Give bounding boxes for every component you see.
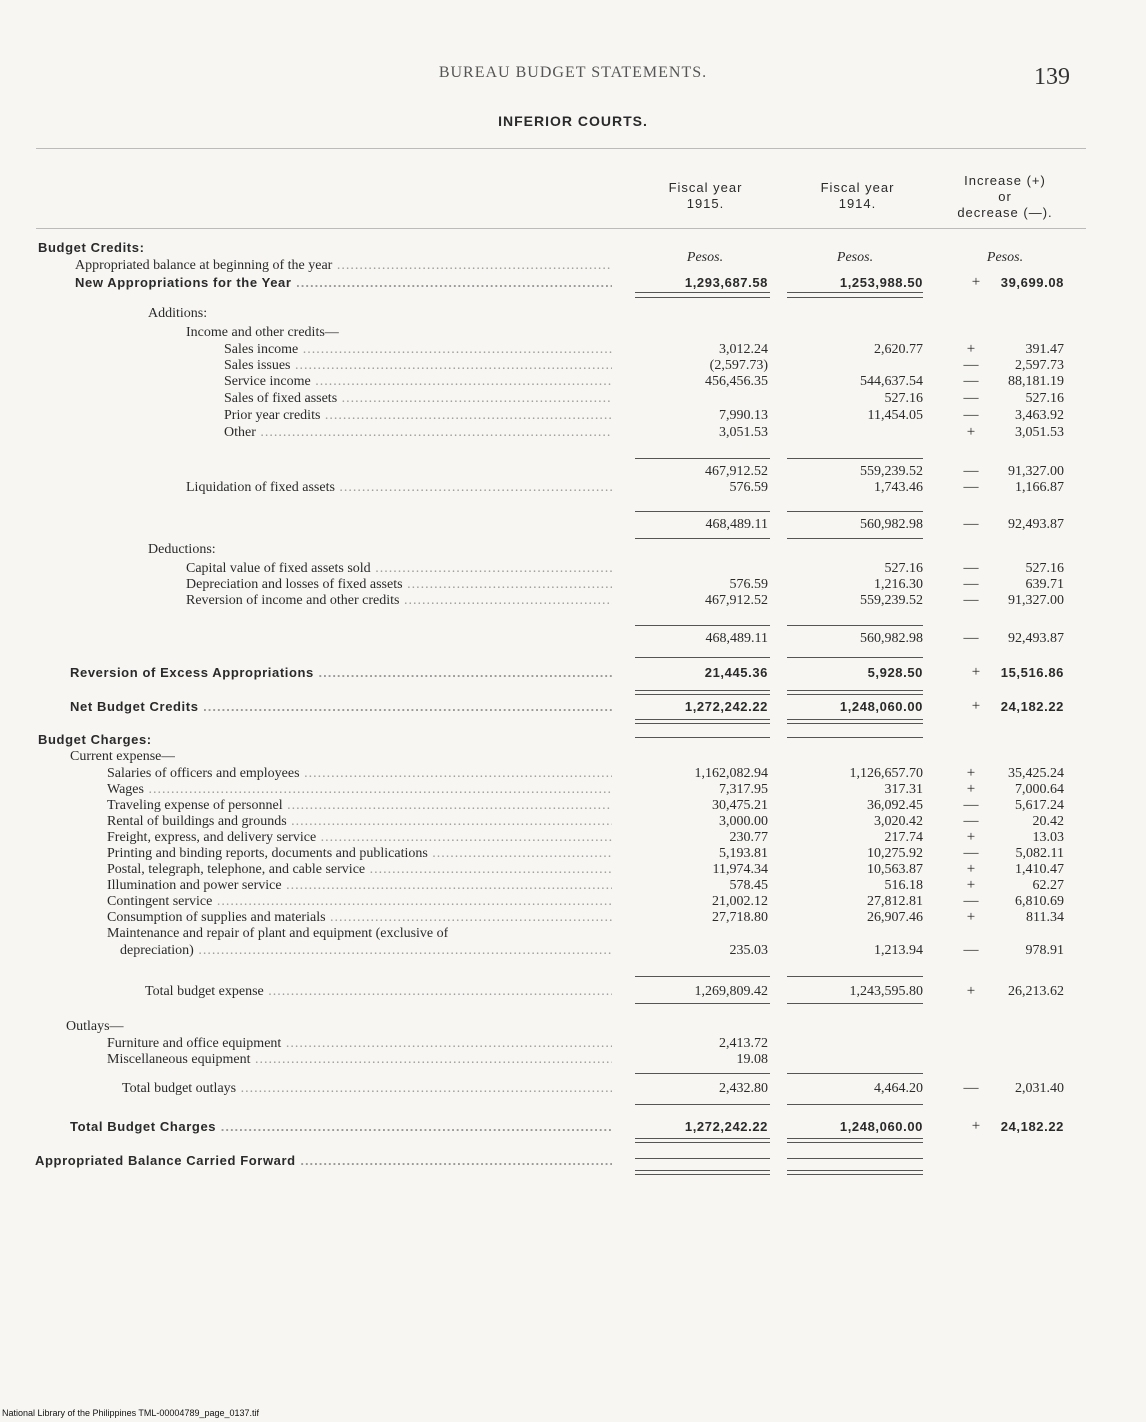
row-label: Depreciation and losses of fixed assets .....: [186, 577, 612, 592]
total-rule: [787, 625, 923, 626]
change-sign: —: [963, 797, 979, 813]
value-1915: 1,269,809.42: [694, 984, 768, 999]
value-1914: 559,239.52: [860, 464, 923, 479]
value-1915: 19.08: [736, 1052, 768, 1067]
value-change: 978.91: [1025, 943, 1064, 958]
value-1915: 2,413.72: [719, 1036, 768, 1051]
value-1914: 544,637.54: [860, 374, 923, 389]
header-rule: [36, 228, 1086, 229]
total-rule: [635, 1073, 770, 1074]
total-rule: [787, 737, 923, 738]
row-label: Budget Credits:: [38, 240, 145, 255]
value-1914: 217.74: [884, 830, 923, 845]
row-label: Budget Charges:: [38, 732, 152, 747]
value-1915: 3,051.53: [719, 425, 768, 440]
total-rule: [635, 538, 770, 539]
row-label: Illumination and power service .....: [107, 878, 612, 893]
total-rule: [787, 690, 923, 691]
total-rule: [635, 458, 770, 459]
change-sign: —: [963, 390, 979, 406]
value-1915: 468,489.11: [705, 517, 768, 532]
value-1914: 527.16: [884, 391, 923, 406]
value-1914: 1,126,657.70: [849, 766, 923, 781]
value-1915: 7,990.13: [719, 408, 768, 423]
value-1914: 3,020.42: [874, 814, 923, 829]
change-sign: —: [963, 516, 979, 532]
value-1915: 467,912.52: [705, 593, 768, 608]
row-label: Furniture and office equipment .....: [107, 1036, 612, 1051]
total-rule: [787, 458, 923, 459]
row-label: Other .....: [224, 425, 612, 440]
change-sign: —: [963, 373, 979, 389]
value-1914: 559,239.52: [860, 593, 923, 608]
value-change: 7,000.64: [1015, 782, 1064, 797]
value-1915: 468,489.11: [705, 631, 768, 646]
change-sign: —: [963, 942, 979, 958]
value-1915: 3,012.24: [719, 342, 768, 357]
value-1914: 1,743.46: [874, 480, 923, 495]
row-label: Contingent service .....: [107, 894, 612, 909]
value-change: 62.27: [1032, 878, 1064, 893]
total-rule: [635, 1158, 770, 1159]
total-rule: [787, 694, 923, 695]
total-rule: [635, 657, 770, 658]
value-1914: 527.16: [884, 561, 923, 576]
value-1915: 3,000.00: [719, 814, 768, 829]
change-sign: +: [966, 983, 976, 999]
total-rule: [635, 297, 770, 298]
value-change: 811.34: [1026, 910, 1064, 925]
change-sign: —: [963, 1080, 979, 1096]
value-change: 1,166.87: [1015, 480, 1064, 495]
total-rule: [635, 690, 770, 691]
value-1914: 516.18: [884, 878, 923, 893]
change-sign: +: [966, 781, 976, 797]
value-1914: 27,812.81: [867, 894, 923, 909]
value-1914: 560,982.98: [860, 631, 923, 646]
row-label: Outlays—: [66, 1019, 124, 1034]
change-sign: +: [971, 664, 981, 680]
change-sign: —: [963, 407, 979, 423]
value-change: 639.71: [1025, 577, 1064, 592]
change-sign: +: [966, 765, 976, 781]
unit-label: Pesos.: [986, 250, 1024, 265]
value-1914: 1,248,060.00: [839, 699, 923, 714]
change-sign: —: [963, 560, 979, 576]
change-sign: +: [966, 861, 976, 877]
value-change: 92,493.87: [1008, 631, 1064, 646]
change-sign: +: [971, 698, 981, 714]
row-label: Consumption of supplies and materials .....: [107, 910, 612, 925]
value-1914: 2,620.77: [874, 342, 923, 357]
value-1915: 1,162,082.94: [694, 766, 768, 781]
row-label: Capital value of fixed assets sold .....: [186, 561, 612, 576]
total-rule: [787, 657, 923, 658]
value-1915: 30,475.21: [712, 798, 768, 813]
change-sign: —: [963, 630, 979, 646]
row-label: Wages .....: [107, 782, 612, 797]
value-change: 3,051.53: [1015, 425, 1064, 440]
value-1915: 2,432.80: [719, 1081, 768, 1096]
change-sign: +: [966, 341, 976, 357]
total-rule: [787, 538, 923, 539]
row-label: Rental of buildings and grounds .....: [107, 814, 612, 829]
change-sign: +: [966, 424, 976, 440]
row-label: Sales of fixed assets .....: [224, 391, 612, 406]
value-change: 6,810.69: [1015, 894, 1064, 909]
value-1915: 7,317.95: [719, 782, 768, 797]
value-change: 2,597.73: [1015, 358, 1064, 373]
total-rule: [635, 1142, 770, 1143]
value-1915: (2,597.73): [709, 358, 768, 373]
row-label: Printing and binding reports, documents and publications .....: [107, 846, 612, 861]
value-change: 20.42: [1032, 814, 1064, 829]
value-change: 527.16: [1025, 391, 1064, 406]
total-rule: [787, 719, 923, 720]
value-1915: 1,293,687.58: [684, 275, 768, 290]
total-rule: [635, 723, 770, 724]
total-rule: [635, 694, 770, 695]
row-label: Postal, telegraph, telephone, and cable service .....: [107, 862, 612, 877]
running-title: BUREAU BUDGET STATEMENTS.: [438, 64, 708, 81]
change-sign: +: [966, 909, 976, 925]
value-1914: 5,928.50: [867, 665, 923, 680]
total-rule: [635, 511, 770, 512]
value-change: 2,031.40: [1015, 1081, 1064, 1096]
value-1914: 1,213.94: [874, 943, 923, 958]
row-label: New Appropriations for the Year .....: [75, 275, 612, 290]
total-rule: [635, 1003, 770, 1004]
row-label: Current expense—: [70, 749, 176, 764]
value-1914: 1,243,595.80: [849, 984, 923, 999]
change-sign: +: [971, 274, 981, 290]
row-label: depreciation) .....: [120, 943, 612, 958]
value-1915: 27,718.80: [712, 910, 768, 925]
value-change: 26,213.62: [1008, 984, 1064, 999]
total-rule: [635, 719, 770, 720]
value-1914: 36,092.45: [867, 798, 923, 813]
value-1914: 4,464.20: [874, 1081, 923, 1096]
row-label: Deductions:: [148, 542, 216, 557]
value-change: 24,182.22: [1000, 1119, 1064, 1134]
total-rule: [787, 1104, 923, 1105]
value-1915: 576.59: [729, 480, 768, 495]
section-title: INFERIOR COURTS.: [498, 113, 648, 129]
value-1915: 456,456.35: [705, 374, 768, 389]
row-label: Total budget outlays .....: [122, 1081, 612, 1096]
column-header-1915: Fiscal year 1915.: [668, 180, 743, 211]
value-change: 24,182.22: [1000, 699, 1064, 714]
change-sign: —: [963, 576, 979, 592]
total-rule: [635, 976, 770, 977]
value-1915: 5,193.81: [719, 846, 768, 861]
value-1915: 235.03: [729, 943, 768, 958]
row-label: Reversion of Excess Appropriations .....: [70, 665, 612, 680]
row-label: Income and other credits—: [186, 325, 339, 340]
total-rule: [787, 1142, 923, 1143]
change-sign: —: [963, 357, 979, 373]
total-rule: [635, 292, 770, 293]
value-change: 88,181.19: [1008, 374, 1064, 389]
total-rule: [635, 737, 770, 738]
total-rule: [787, 1170, 923, 1171]
unit-label: Pesos.: [686, 250, 724, 265]
value-1914: 10,563.87: [867, 862, 923, 877]
row-label: Traveling expense of personnel .....: [107, 798, 612, 813]
value-change: 39,699.08: [1000, 275, 1064, 290]
total-rule: [635, 625, 770, 626]
total-rule: [787, 297, 923, 298]
value-1914: 1,216.30: [874, 577, 923, 592]
row-label: Maintenance and repair of plant and equipment (exclusive of: [107, 926, 449, 941]
value-change: 91,327.00: [1008, 593, 1064, 608]
total-rule: [787, 723, 923, 724]
row-label: Freight, express, and delivery service .....: [107, 830, 612, 845]
value-1915: 576.59: [729, 577, 768, 592]
value-1914: 10,275.92: [867, 846, 923, 861]
total-rule: [787, 1158, 923, 1159]
row-label: Appropriated balance at beginning of the year .....: [75, 258, 612, 273]
value-1915: 467,912.52: [705, 464, 768, 479]
change-sign: +: [966, 829, 976, 845]
change-sign: —: [963, 592, 979, 608]
total-rule: [787, 1138, 923, 1139]
change-sign: —: [963, 845, 979, 861]
total-rule: [787, 1174, 923, 1175]
value-1914: 1,253,988.50: [839, 275, 923, 290]
total-rule: [787, 292, 923, 293]
value-1914: 1,248,060.00: [839, 1119, 923, 1134]
value-1915: 1,272,242.22: [684, 1119, 768, 1134]
row-label: Reversion of income and other credits .....: [186, 593, 612, 608]
total-rule: [787, 1003, 923, 1004]
value-1915: 21,002.12: [712, 894, 768, 909]
total-rule: [635, 1174, 770, 1175]
change-sign: —: [963, 479, 979, 495]
row-label: Miscellaneous equipment .....: [107, 1052, 612, 1067]
value-change: 15,516.86: [1000, 665, 1064, 680]
row-label: Total Budget Charges .....: [70, 1119, 612, 1134]
value-1915: 11,974.34: [712, 862, 768, 877]
source-note: National Library of the Philippines TML-00004789_page_0137.tif: [2, 1408, 260, 1418]
row-label: Service income .....: [224, 374, 612, 389]
value-1914: 11,454.05: [867, 408, 923, 423]
row-label: Salaries of officers and employees .....: [107, 766, 612, 781]
value-1915: 1,272,242.22: [684, 699, 768, 714]
column-header-change: Increase (+) or decrease (—).: [957, 173, 1053, 220]
change-sign: —: [963, 893, 979, 909]
row-label: Prior year credits .....: [224, 408, 612, 423]
total-rule: [635, 1170, 770, 1171]
row-label: Liquidation of fixed assets .....: [186, 480, 612, 495]
value-change: 35,425.24: [1008, 766, 1064, 781]
total-rule: [635, 1104, 770, 1105]
total-rule: [635, 1138, 770, 1139]
value-change: 5,617.24: [1015, 798, 1064, 813]
change-sign: —: [963, 813, 979, 829]
value-change: 91,327.00: [1008, 464, 1064, 479]
top-rule: [36, 148, 1086, 149]
value-1915: 21,445.36: [704, 665, 768, 680]
column-header-1914: Fiscal year 1914.: [820, 180, 895, 211]
value-change: 5,082.11: [1015, 846, 1064, 861]
total-rule: [787, 976, 923, 977]
value-change: 391.47: [1025, 342, 1064, 357]
value-1915: 230.77: [729, 830, 768, 845]
total-rule: [787, 1073, 923, 1074]
row-label: Sales income .....: [224, 342, 612, 357]
total-rule: [787, 511, 923, 512]
row-label: Sales issues .....: [224, 358, 612, 373]
value-change: 527.16: [1025, 561, 1064, 576]
value-change: 13.03: [1032, 830, 1064, 845]
row-label: Additions:: [148, 306, 208, 321]
row-label: Net Budget Credits .....: [70, 699, 612, 714]
unit-label: Pesos.: [836, 250, 874, 265]
change-sign: +: [971, 1118, 981, 1134]
value-1914: 26,907.46: [867, 910, 923, 925]
row-label: Appropriated Balance Carried Forward .....: [35, 1153, 612, 1168]
change-sign: —: [963, 463, 979, 479]
value-change: 1,410.47: [1015, 862, 1064, 877]
row-label: Total budget expense .....: [145, 984, 612, 999]
page-number: 139: [1034, 64, 1070, 90]
value-1914: 317.31: [884, 782, 923, 797]
value-change: 3,463.92: [1015, 408, 1064, 423]
value-1915: 578.45: [729, 878, 768, 893]
value-1914: 560,982.98: [860, 517, 923, 532]
value-change: 92,493.87: [1008, 517, 1064, 532]
change-sign: +: [966, 877, 976, 893]
